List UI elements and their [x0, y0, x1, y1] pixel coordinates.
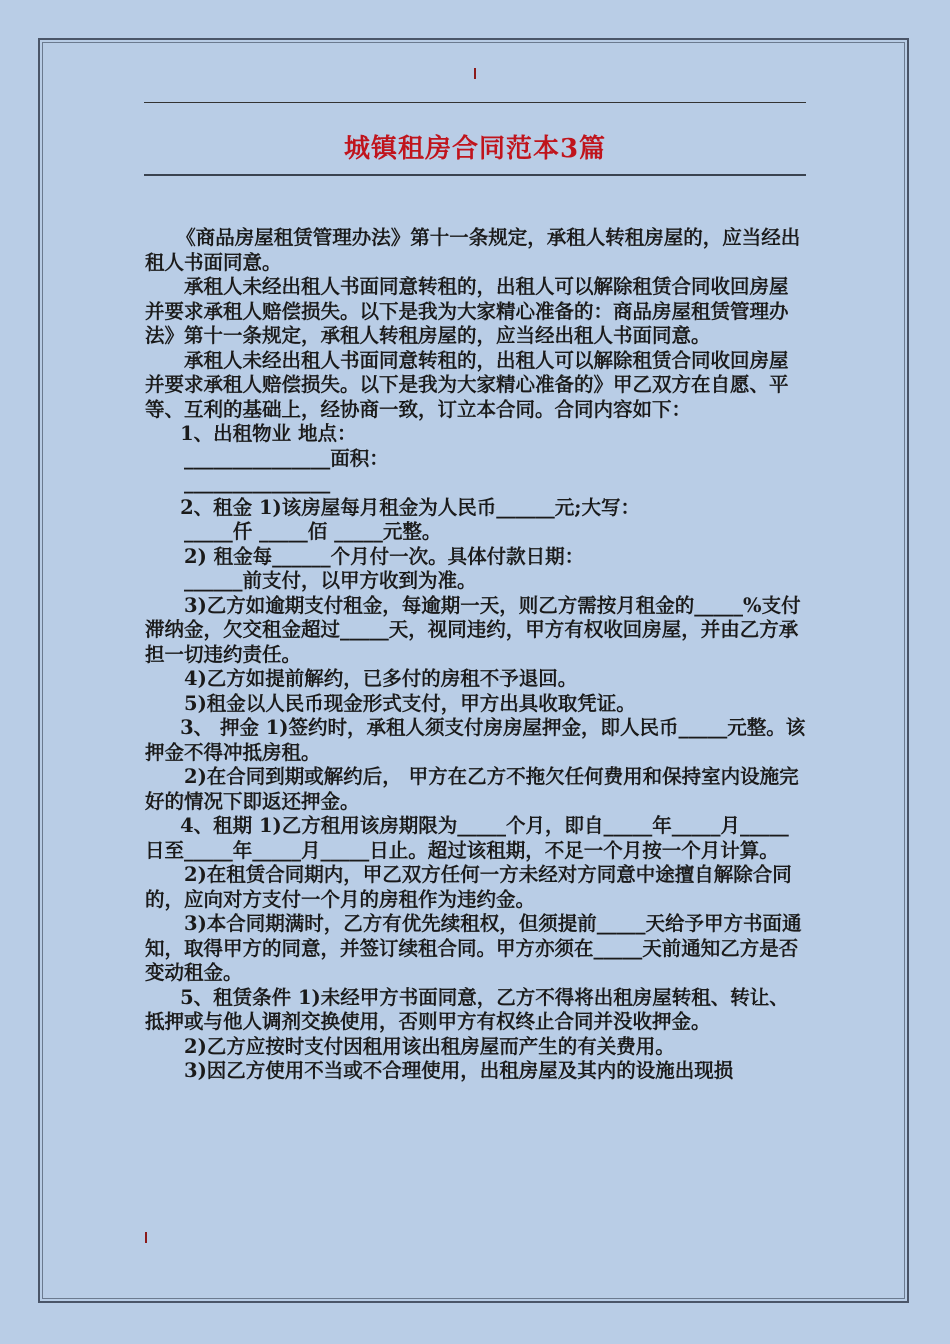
paragraph: 2)乙方应按时支付因租用该出租房屋而产生的有关费用。	[184, 1034, 675, 1058]
fill-line: _______________	[184, 471, 331, 494]
header-marker	[474, 68, 476, 79]
footer-marker	[145, 1232, 147, 1243]
paragraph: 2)在合同到期或解约后， 甲方在乙方不拖欠任何费用和保持室内设施完好的情况下即返还押金。	[145, 765, 799, 813]
header-rule	[144, 102, 806, 103]
paragraph: 3、 押金 1)签约时，承租人须支付房房屋押金，即人民币_____元整。该押金不得冲抵房租。	[145, 716, 806, 764]
fill-line: ______前支付，以甲方收到为准。	[184, 569, 477, 592]
clause-heading: 1、出租物业 地点：	[180, 422, 357, 445]
paragraph: 承租人未经出租人书面同意转租的，出租人可以解除租赁合同收回房屋并要求承租人赔偿损失。以下是我为大家精心准备的：商品房屋租赁管理办法》第十一条规定，承租人转租房屋的，应当经出租人书面同意。	[145, 275, 789, 347]
title-rule	[144, 174, 806, 176]
paragraph: 5、租赁条件 1)未经甲方书面同意，乙方不得将出租房屋转租、转让、抵押或与他人调剂交换使用，否则甲方有权终止合同并没收押金。	[145, 985, 789, 1033]
paragraph: 《商品房屋租赁管理办法》第十一条规定，承租人转租房屋的，应当经出租人书面同意。	[145, 226, 801, 274]
paragraph: 承租人未经出租人书面同意转租的，出租人可以解除租赁合同收回房屋并要求承租人赔偿损失。以下是我为大家精心准备的》甲乙双方在自愿、平等、互利的基础上，经协商一致，订立本合同。合同内容如下：	[145, 348, 789, 421]
fill-line: _______________面积：	[184, 446, 389, 470]
document-body	[145, 226, 807, 1084]
paragraph: 2) 租金每______个月付一次。具体付款日期：	[184, 544, 585, 568]
paragraph: 3)因乙方使用不当或不合理使用，出租房屋及其内的设施出现损	[184, 1059, 734, 1082]
paragraph: 4)乙方如提前解约，已多付的房租不予退回。	[184, 667, 578, 690]
document-title: 城镇租房合同范本3篇	[343, 134, 607, 164]
paragraph: 3)乙方如逾期支付租金，每逾期一天，则乙方需按月租金的_____%支付滞纳金，欠交租金超过_____天，视同违约，甲方有权收回房屋，并由乙方承担一切违约责任。	[145, 593, 801, 666]
fill-line: _____仟 _____佰 _____元整。	[184, 520, 442, 543]
paragraph: 5)租金以人民币现金形式支付，甲方出具收取凭证。	[184, 691, 636, 715]
clause-heading: 2、租金 1)该房屋每月租金为人民币______元;大写：	[180, 495, 640, 519]
paragraph: 4、租期 1)乙方租用该房期限为_____个月，即自_____年_____月_____日至_____年_____月_____日止。超过该租期，不足一个月按一个月计算。	[145, 814, 789, 862]
paragraph: 3)本合同期满时，乙方有优先续租权，但须提前_____天给予甲方书面通知，取得甲方的同意，并签订续租合同。甲方亦须在_____天前通知乙方是否变动租金。	[145, 912, 802, 984]
paragraph: 2)在租赁合同期内，甲乙双方任何一方未经对方同意中途擅自解除合同的，应向对方支付一个月的房租作为违约金。	[145, 863, 792, 911]
